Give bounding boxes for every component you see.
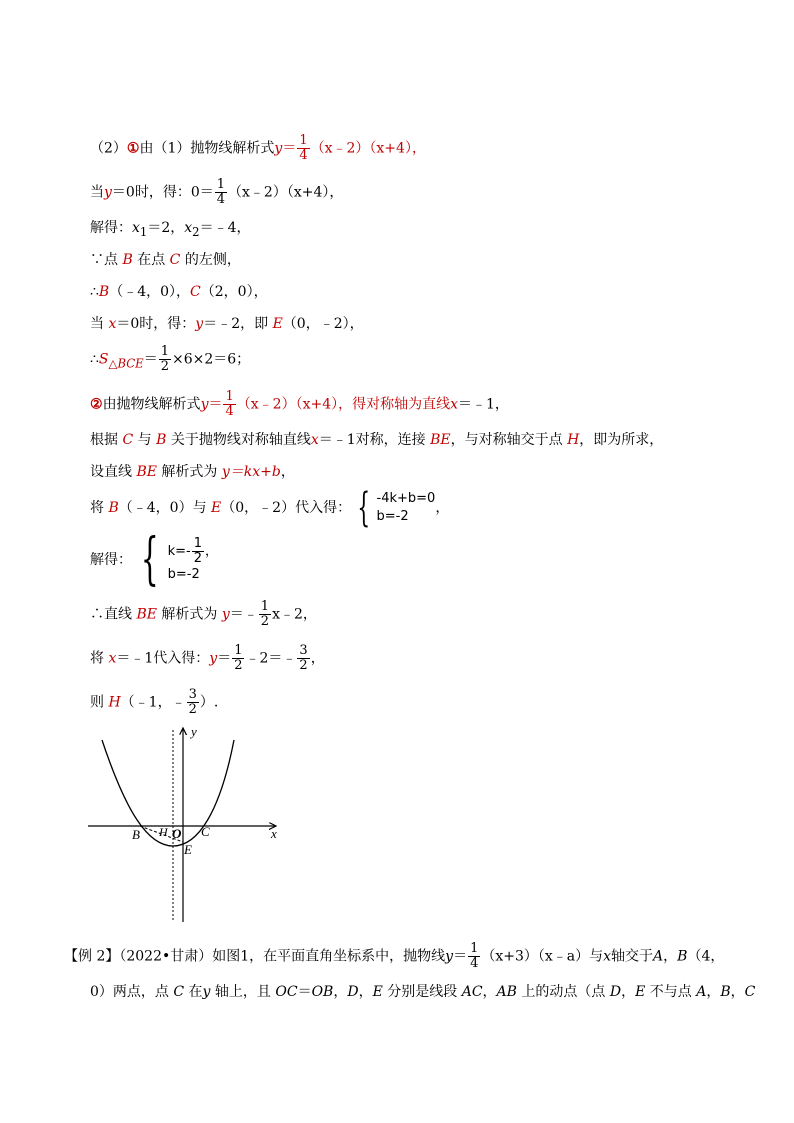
fraction: $\frac{1}{2}$ — [160, 344, 169, 374]
example-line-2: 0）两点，点 C 在y 轴上，且 OC＝OB，D，E 分别是线段 AC，AB 上的动点（点 D，E 不与点 A，B，C — [90, 984, 756, 1000]
solution-line-14: 将 x＝﹣1代入得：y＝ $\frac{1}{2}$ ﹣2＝﹣ $\frac{3}{2}$ ， — [90, 643, 325, 673]
fraction: $\frac{3}{2}$ — [299, 643, 308, 673]
fraction: $\frac{1}{4}$ — [225, 389, 234, 419]
solution-line-12: 解得： { k=- $\frac{1}{2}$ ， b=-2 — [90, 527, 219, 592]
solution-line-1: （2）①由（1）抛物线解析式y＝ $\frac{1}{4}$ （x﹣2）（x+4）， — [90, 133, 426, 163]
solution-line-4: ∵点 B 在点 C 的左侧， — [90, 252, 241, 268]
solution-line-6: 当 x＝0时，得：y＝﹣2，即 E（0，﹣2）， — [90, 316, 364, 332]
solution-line-2: 当y＝0时，得：0＝ $\frac{1}{4}$ （x﹣2）（x+4）， — [90, 177, 344, 207]
solution-line-9: 根据 C 与 B 关于抛物线对称轴直线x＝﹣1对称，连接 BE，与对称轴交于点 H，即为所求， — [90, 432, 664, 448]
y-axis-label: y — [191, 724, 197, 739]
x-axis-label: x — [271, 826, 277, 841]
solution-line-7: $\therefore S_{\triangle BCE}=$ $\frac{1}{2}$ ×6×2＝6； — [90, 344, 251, 374]
parabola-curve — [102, 740, 234, 846]
origin-label: O — [172, 826, 182, 841]
point-h-label: H — [159, 825, 168, 839]
fraction: $\frac{1}{4}$ — [470, 941, 479, 971]
point-c-label: C — [201, 824, 210, 839]
solution-line-13: ∴直线 BE 解析式为 y＝﹣ $\frac{1}{2}$ x﹣2， — [90, 599, 317, 629]
solution-line-10: 设直线 BE 解析式为 y＝kx+b， — [90, 464, 295, 480]
example-line-1: 【例 2】（2022•甘肃）如图1，在平面直角坐标系中，抛物线y＝ $\frac{1}{4}$ （x+3）（x﹣a）与x轴交于A，B（4， — [64, 941, 725, 971]
fraction: $\frac{3}{2}$ — [188, 687, 197, 717]
solution-line-8: ②由抛物线解析式y＝ $\frac{1}{4}$ （x﹣2）（x+4），得对称轴为直线x＝﹣1， — [90, 389, 509, 419]
solution-line-3: 解得：$x_1=2$，$x_2=﹣4$， — [90, 220, 251, 239]
solution-line-11: 将 B（﹣4，0）与 E（0，﹣2）代入得： { -4k+b=0 b=-2 ， — [90, 485, 450, 531]
brace-icon: { — [357, 485, 371, 531]
fraction: $\frac{1}{2}$ — [193, 535, 203, 566]
brace-icon: { — [140, 527, 159, 592]
fraction: $\frac{1}{2}$ — [260, 599, 270, 629]
solution-line-5: ∴B（﹣4，0），C（2，0）， — [90, 284, 268, 300]
point-e-label: E — [184, 842, 192, 857]
solution-system: k=- $\frac{1}{2}$ ， b=-2 — [167, 535, 219, 582]
parabola-graph — [88, 722, 288, 927]
point-b-label: B — [132, 827, 140, 842]
equation-system: -4k+b=0 b=-2 — [376, 491, 436, 524]
solution-line-15: 则 H（﹣1，﹣ $\frac{3}{2}$ ）. — [90, 687, 219, 717]
fraction: $\frac{1}{4}$ — [299, 133, 308, 163]
fraction: $\frac{1}{2}$ — [234, 643, 243, 673]
fraction: $\frac{1}{4}$ — [216, 177, 226, 207]
